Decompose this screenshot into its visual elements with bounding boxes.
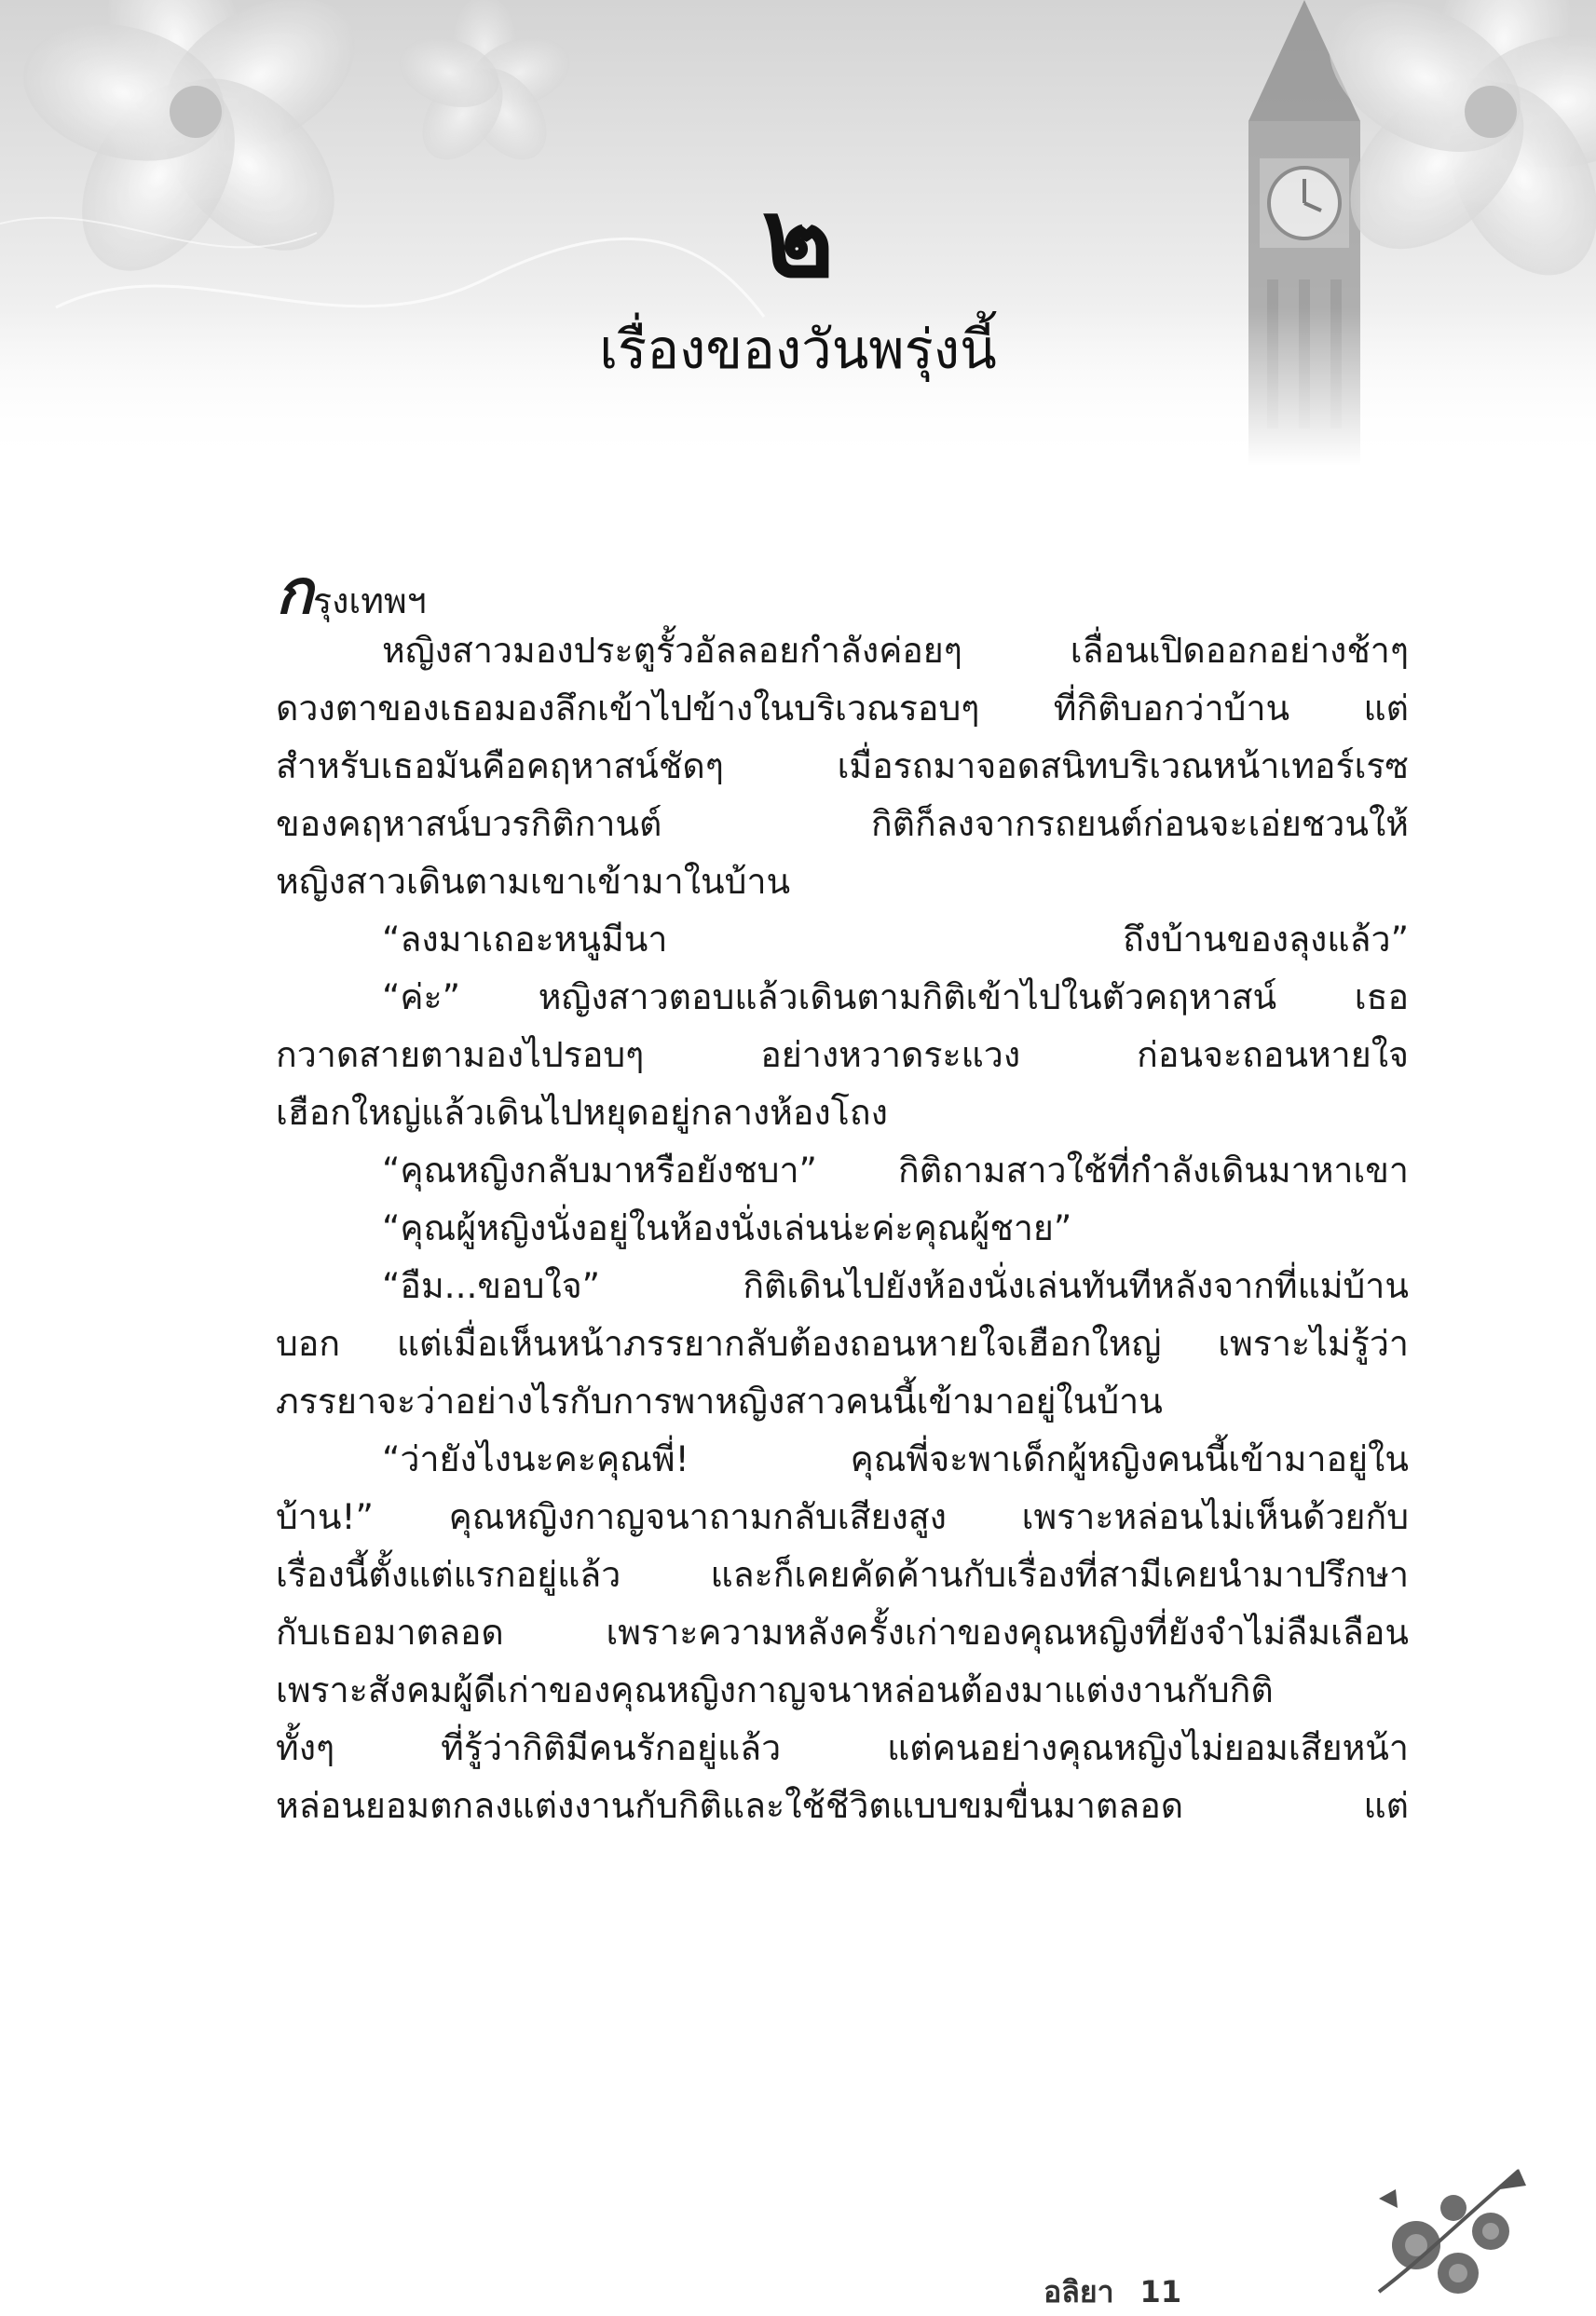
chapter-body [276,556,1409,1834]
text-segment: เฮือกใหญ่แล้วเดินไปหยุดอยู่กลางห้องโถง [276,1092,888,1133]
text-segment: เรื่องนี้ตั้งแต่แรกอยู่แล้ว [276,1554,621,1595]
text-line [276,1257,1409,1315]
opening-line [276,556,1409,628]
text-segment: “อืม...ขอบใจ” [382,1265,601,1306]
text-segment: “ว่ายังไงนะคะคุณพี่! [382,1438,689,1479]
text-line [276,1603,1409,1661]
text-segment: ถึงบ้านของลุงแล้ว” [1123,919,1409,960]
text-segment: กวาดสายตามองไปรอบๆ [276,1034,645,1075]
page-number: 11 [1139,2274,1182,2309]
text-segment: ดวงตาของเธอมองลึกเข้าไปข้างในบริเวณรอบๆ [276,688,980,729]
text-segment: กิติก็ลงจากรถยนต์ก่อนจะเอ่ยชวนให้ [870,803,1409,844]
text-segment: แต่ [1363,688,1409,729]
page-footer [1044,2268,1181,2316]
text-segment: ก่อนจะถอนหายใจ [1137,1034,1409,1075]
book-title: อลิยา [1044,2274,1114,2309]
text-segment: ที่รู้ว่ากิติมีคนรักอยู่แล้ว [441,1727,782,1768]
paragraph-lines [276,621,1409,1834]
text-line [276,1315,1409,1372]
chapter-number: ๒ [761,173,835,302]
text-segment: กิติถามสาวใช้ที่กำลังเดินมาหาเขา [898,1150,1409,1191]
text-segment: กับเธอมาตลอด [276,1612,504,1653]
text-line [276,1083,1409,1141]
text-line [276,679,1409,737]
text-line [276,1488,1409,1546]
corner-flower-icon [1360,2133,1547,2310]
text-segment: “คุณหญิงกลับมาหรือยังชบา” [382,1150,817,1191]
text-line [276,1719,1409,1777]
text-segment: หล่อนยอมตกลงแต่งงานกับกิติและใช้ชีวิตแบบขมขื่นมาตลอด [276,1785,1184,1826]
text-segment: สำหรับเธอมันคือคฤหาสน์ชัดๆ [276,745,724,786]
text-segment: “ลงมาเถอะหนูมีนา [382,919,668,960]
text-segment: เพราะไม่รู้ว่า [1218,1323,1409,1364]
text-segment: บอก [276,1323,341,1364]
text-segment: แต่ [1363,1785,1409,1826]
text-segment: “ค่ะ” [382,976,461,1017]
text-segment: ที่กิติบอกว่าบ้าน [1053,688,1290,729]
text-segment: แต่คนอย่างคุณหญิงไม่ยอมเสียหน้า [887,1727,1409,1768]
text-segment: เพราะความหลังครั้งเก่าของคุณหญิงที่ยังจำไม่ลืมเลือน [606,1612,1409,1653]
text-segment: “คุณผู้หญิงนั่งอยู่ในห้องนั่งเล่นน่ะค่ะคุณผู้ชาย” [382,1207,1072,1248]
text-line [276,1661,1409,1719]
text-segment: เลื่อนเปิดออกอย่างช้าๆ [1070,630,1409,671]
text-line [276,737,1409,795]
text-line [276,1372,1409,1430]
text-segment: อย่างหวาดระแวง [760,1034,1021,1075]
text-line [276,621,1409,679]
text-segment: หญิงสาวมองประตูรั้วอัลลอยกำลังค่อยๆ [382,630,962,671]
text-line [276,795,1409,852]
opening-word: รุงเทพฯ [312,580,427,621]
text-line [276,1546,1409,1603]
text-segment: แต่เมื่อเห็นหน้าภรรยากลับต้องถอนหายใจเฮือกใหญ่ [396,1323,1162,1364]
text-line [276,1430,1409,1488]
text-line [276,1026,1409,1083]
text-segment: คุณหญิงกาญจนาถามกลับเสียงสูง [448,1496,947,1537]
text-segment: บ้าน!” [276,1496,374,1537]
drop-cap: ก [276,556,313,628]
text-segment: ภรรยาจะว่าอย่างไรกับการพาหญิงสาวคนนี้เข้ามาอยู่ในบ้าน [276,1381,1163,1422]
text-segment: เธอ [1354,976,1409,1017]
text-segment: เพราะหล่อนไม่เห็นด้วยกับ [1021,1496,1409,1537]
small-flower-icon [390,0,579,174]
text-line [276,1777,1409,1834]
text-segment: หญิงสาวเดินตามเขาเข้ามาในบ้าน [276,861,791,902]
text-segment: ของคฤหาสน์บวรกิติกานต์ [276,803,662,844]
text-segment: และก็เคยคัดค้านกับเรื่องที่สามีเคยนำมาปรึกษา [710,1554,1409,1595]
text-segment: กิติเดินไปยังห้องนั่งเล่นทันทีหลังจากที่แม่บ้าน [743,1265,1409,1306]
text-line [276,852,1409,910]
text-line [276,968,1409,1026]
text-segment: ทั้งๆ [276,1727,335,1768]
chapter-title: เรื่องของวันพรุ่งนี้ [599,318,997,381]
text-line [276,1199,1409,1257]
text-line [276,910,1409,968]
text-line [276,1141,1409,1199]
text-segment: เมื่อรถมาจอดสนิทบริเวณหน้าเทอร์เรซ [837,745,1409,786]
text-segment: คุณพี่จะพาเด็กผู้หญิงคนนี้เข้ามาอยู่ใน [850,1438,1409,1479]
text-segment: หญิงสาวตอบแล้วเดินตามกิติเข้าไปในตัวคฤหาสน์ [538,976,1277,1017]
text-segment: เพราะสังคมผู้ดีเก่าของคุณหญิงกาญจนาหล่อนต้องมาแต่งงานกับกิติ [276,1669,1274,1710]
